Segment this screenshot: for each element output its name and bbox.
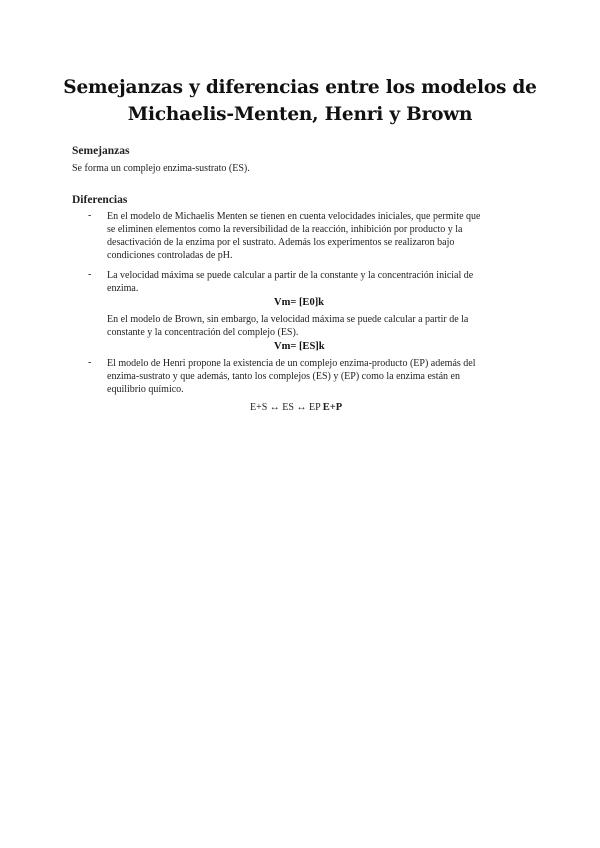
similarities-text: Se forma un complejo enzima-sustrato (ES).: [72, 163, 250, 174]
item2-line-1: La velocidad máxima se puede calcular a partir de la constante y la concentración inicial de: [107, 270, 474, 281]
item1-line-2: se eliminen elementos como la reversibilidad de la reacción, inhibición por producto y la: [107, 224, 463, 235]
document-title: [60, 74, 540, 128]
bullet-marker-2: -: [88, 269, 92, 280]
item3-line-3: equilibrio químico.: [107, 384, 184, 395]
item1-line-3: desactivación de la enzima por el sustrato. Además los experimentos se realizaron bajo: [107, 237, 455, 248]
brown-line-1: En el modelo de Brown, sin embargo, la velocidad máxima se puede calcular a partir de la: [107, 314, 469, 325]
bullet-marker-1: -: [88, 210, 92, 221]
formula-michaelis: Vm= [E0]k: [274, 297, 325, 308]
differences-heading: Diferencias: [72, 194, 128, 206]
item3-line-2: enzima-sustrato y que además, tanto los complejos (ES) y (EP) como la enzima están en: [107, 371, 460, 382]
formula-brown: Vm= [ES]k: [274, 341, 325, 352]
reaction-equation: E+S ↔ ES ↔ EP: [250, 402, 321, 413]
reaction-product: E+P: [322, 402, 343, 413]
bullet-marker-3: -: [88, 357, 92, 368]
item3-line-1: El modelo de Henri propone la existencia de un complejo enzima-producto (EP) además del: [107, 358, 476, 369]
difference-item-3: [107, 357, 537, 396]
item2-line-2: enzima.: [107, 283, 139, 294]
title-line-1: Semejanzas y diferencias entre los modelos de: [63, 77, 537, 98]
title-line-2: Michaelis-Menten, Henri y Brown: [127, 104, 473, 125]
item1-line-4: condiciones controladas de pH.: [107, 250, 233, 261]
difference-item-1: [107, 210, 537, 262]
brown-paragraph: [107, 313, 537, 339]
brown-line-2: constante y la concentración del complejo (ES).: [107, 327, 299, 338]
difference-item-2: [107, 269, 537, 295]
similarities-heading: Semejanzas: [72, 145, 130, 157]
henri-reaction: [250, 402, 342, 413]
item1-line-1: En el modelo de Michaelis Menten se tienen en cuenta velocidades iniciales, que permite que: [107, 211, 481, 222]
